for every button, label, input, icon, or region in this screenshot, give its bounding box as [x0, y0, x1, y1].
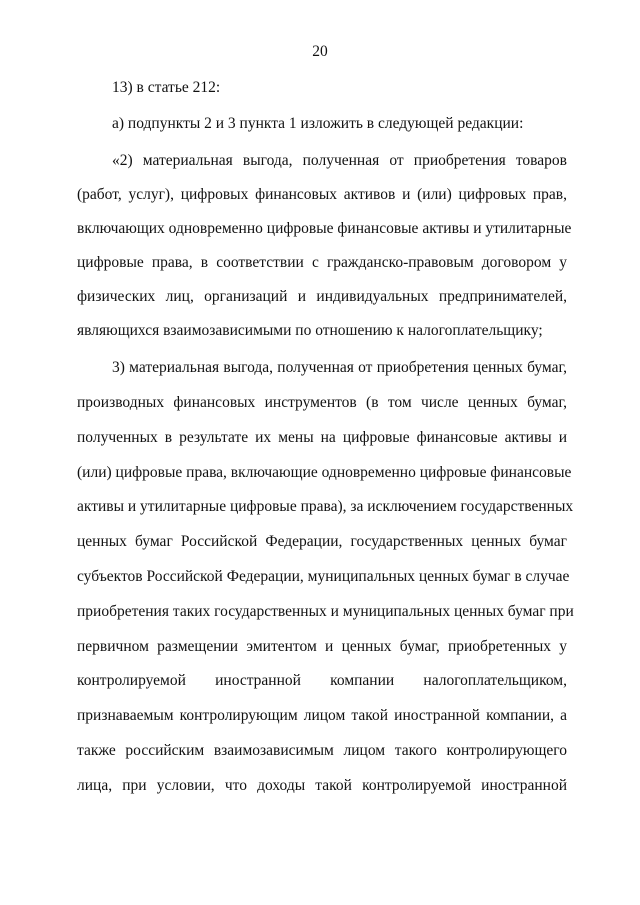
paragraph-3-line: производных финансовых инструментов (в том числе ценных бумаг, [77, 394, 567, 411]
intro-line: а) подпункты 2 и 3 пункта 1 изложить в следующей редакции: [112, 115, 524, 132]
paragraph-2-line: «2) материальная выгода, полученная от приобретения товаров [112, 152, 567, 169]
paragraph-3-line: также российским взаимозависимым лицом такого контролирующего [77, 742, 567, 759]
paragraph-2-line: являющихся взаимозависимыми по отношению к налогоплательщику; [77, 322, 543, 339]
paragraph-3-line: признаваемым контролирующим лицом такой иностранной компании, а [77, 707, 567, 724]
paragraph-3-line: активы и утилитарные цифровые права), за исключением государственных [77, 498, 574, 515]
paragraph-3-line: первичном размещении эмитентом и ценных бумаг, приобретенных у [77, 638, 567, 655]
paragraph-3-line: субъектов Российской Федерации, муниципальных ценных бумаг в случае [77, 568, 570, 585]
paragraph-3-line: 3) материальная выгода, полученная от приобретения ценных бумаг, [112, 359, 567, 376]
paragraph-2-line: цифровые права, в соответствии с гражданско-правовым договором у [77, 254, 567, 271]
paragraph-3-line: ценных бумаг Российской Федерации, государственных ценных бумаг [77, 533, 567, 550]
article-heading: 13) в статье 212: [112, 79, 221, 96]
paragraph-2-line: (работ, услуг), цифровых финансовых активов и (или) цифровых прав, [77, 186, 567, 203]
paragraph-2-line: включающих одновременно цифровые финансовые активы и утилитарные [77, 220, 572, 237]
paragraph-3-line: полученных в результате их мены на цифровые финансовые активы и [77, 429, 567, 446]
paragraph-3-line: (или) цифровые права, включающие одновременно цифровые финансовые [77, 464, 572, 481]
paragraph-3-line: контролируемой иностранной компании налогоплательщиком, [77, 672, 567, 689]
paragraph-3-line: лица, при условии, что доходы такой контролируемой иностранной [77, 777, 567, 794]
paragraph-3-line: приобретения таких государственных и муниципальных ценных бумаг при [77, 603, 574, 620]
paragraph-2-line: физических лиц, организаций и индивидуальных предпринимателей, [77, 288, 567, 305]
page-number: 20 [312, 43, 328, 60]
